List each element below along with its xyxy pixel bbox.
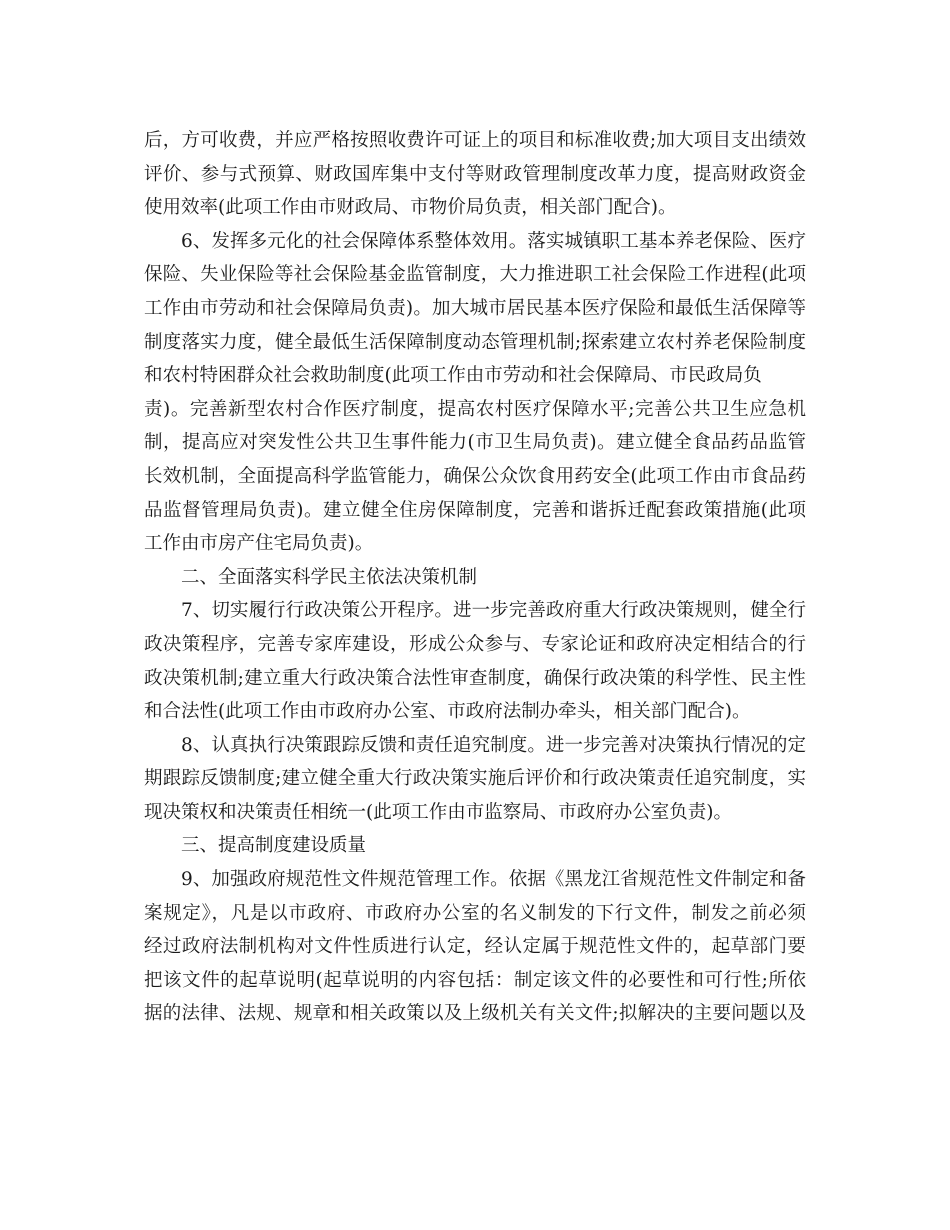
text-line: 后，方可收费，并应严格按照收费许可证上的项目和标准收费;加大项目支出绩效 [144,130,806,151]
text-line: 制度落实力度，健全最低生活保障制度动态管理机制;探索建立农村养老保险制度 [144,331,806,353]
text-line: 制，提高应对突发性公共卫生事件能力(市卫生局负责)。建立健全食品药品监管 [144,432,806,454]
text-line: 保险、失业保险等社会保险基金监管制度，大力推进职工社会保险工作进程(此项 [144,264,806,286]
text-line: 政决策程序，完善专家库建设，形成公众参与、专家论证和政府决定相结合的行 [144,633,806,655]
text-line: 6、发挥多元化的社会保障体系整体效用。落实城镇职工基本养老保险、医疗 [181,230,806,252]
text-line: 评价、参与式预算、财政国库集中支付等财政管理制度改革力度，提高财政资金 [144,163,806,185]
text-line: 使用效率(此项工作由市财政局、市物价局负责，相关部门配合)。 [144,197,677,219]
text-line: 长效机制，全面提高科学监管能力，确保公众饮食用药安全(此项工作由市食品药 [144,465,806,487]
text-line: 期跟踪反馈制度;建立健全重大行政决策实施后评价和行政决策责任追究制度，实 [144,768,806,790]
text-line: 三、提高制度建设质量 [181,835,367,857]
text-line: 案规定》，凡是以市政府、市政府办公室的名义制发的下行文件，制发之前必须 [144,902,806,924]
text-line: 7、切实履行行政决策公开程序。进一步完善政府重大行政决策规则，健全行 [181,600,806,622]
text-line: 责)。完善新型农村合作医疗制度，提高农村医疗保障水平;完善公共卫生应急机 [144,398,806,420]
text-line: 工作由市劳动和社会保障局负责)。加大城市居民基本医疗保险和最低生活保障等 [144,297,806,319]
text-line: 9、加强政府规范性文件规范管理工作。依据《黑龙江省规范性文件制定和备 [181,869,806,891]
document-body [144,124,806,1031]
text-line: 政决策机制;建立重大行政决策合法性审查制度，确保行政决策的科学性、民主性 [144,667,806,689]
text-line: 现决策权和决策责任相统一(此项工作由市监察局、市政府办公室负责)。 [144,801,732,823]
text-line: 据的法律、法规、规章和相关政策以及上级机关有关文件;拟解决的主要问题以及 [144,1003,806,1025]
text-line: 品监督管理局负责)。建立健全住房保障制度，完善和谐拆迁配套政策措施(此项 [144,499,806,521]
text-line: 二、全面落实科学民主依法决策机制 [181,566,478,588]
text-line: 8、认真执行决策跟踪反馈和责任追究制度。进一步完善对决策执行情况的定 [181,734,806,756]
text-line: 工作由市房产住宅局负责)。 [144,533,374,555]
text-line: 和农村特困群众社会救助制度(此项工作由市劳动和社会保障局、市民政局负 [144,365,762,387]
text-line: 把该文件的起草说明(起草说明的内容包括：制定该文件的必要性和可行性;所依 [144,969,806,991]
text-line: 和合法性(此项工作由市政府办公室、市政府法制办牵头，相关部门配合)。 [144,701,751,723]
text-line: 经过政府法制机构对文件性质进行认定，经认定属于规范性文件的，起草部门要 [144,936,806,958]
